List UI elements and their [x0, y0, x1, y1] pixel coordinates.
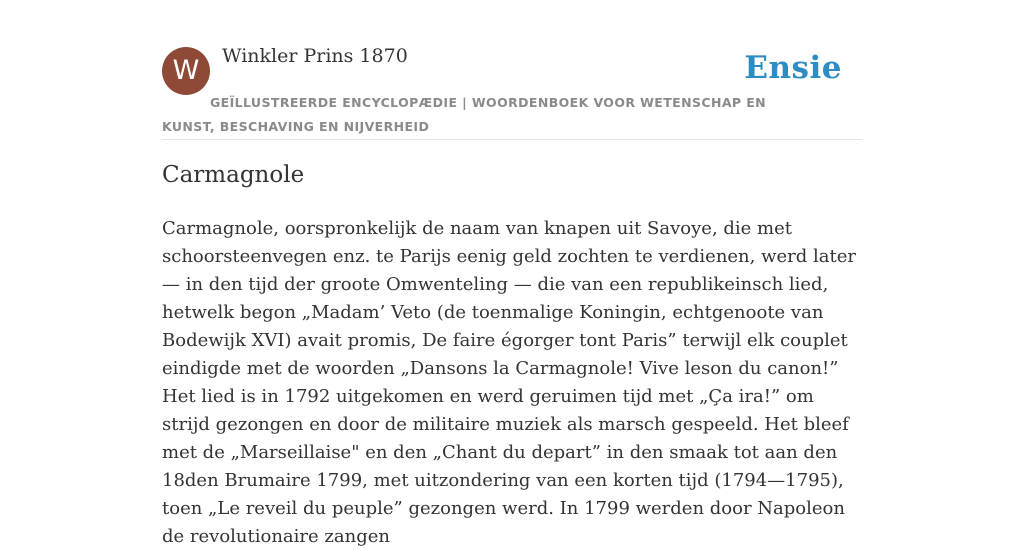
source-title-link[interactable]: Winkler Prins 1870: [222, 45, 408, 67]
ensie-logo[interactable]: Ensie: [744, 50, 842, 86]
article-body: Carmagnole, oorspronkelijk de naam van knapen uit Savoye, die met schoorsteenvegen enz. te Parijs eenig geld zochten te verdienen, werd later — in den tijd der groote Omwenteling — die van een republikeinsch lied, hetwelk begon „Madam’ Veto (de toenmalige Koningin, echtgenoote van Bodewijk XVI) avait promis, De faire égorger tont Paris” terwijl elk couplet eindigde met de woorden „Dansons la Carmagnole! Vive leson du canon!” Het lied is in 1792 uitgekomen en werd geruimen tijd met „Ça ira!” om strijd gezongen en door de militaire muziek als marsch gespeeld. Het bleef met de „Marseillaise" en den „Chant du depart” in den smaak tot aan den 18den Brumaire 1799, met uitzondering van een korten tijd (1794—1795), toen „Le reveil du peuple” gezongen werd. In 1799 werden door Napoleon de revolutionaire zangen: [162, 218, 856, 547]
source-header: [162, 0, 862, 140]
page: [162, 0, 862, 547]
article-title: Carmagnole: [162, 162, 305, 188]
source-subtitle: GEÏLLUSTREERDE ENCYCLOPÆDIE | WOORDENBOEK VOOR WETENSCHAP EN KUNST, BESCHAVING EN NIJVERHEID: [162, 95, 767, 134]
source-avatar[interactable]: W: [162, 47, 210, 95]
